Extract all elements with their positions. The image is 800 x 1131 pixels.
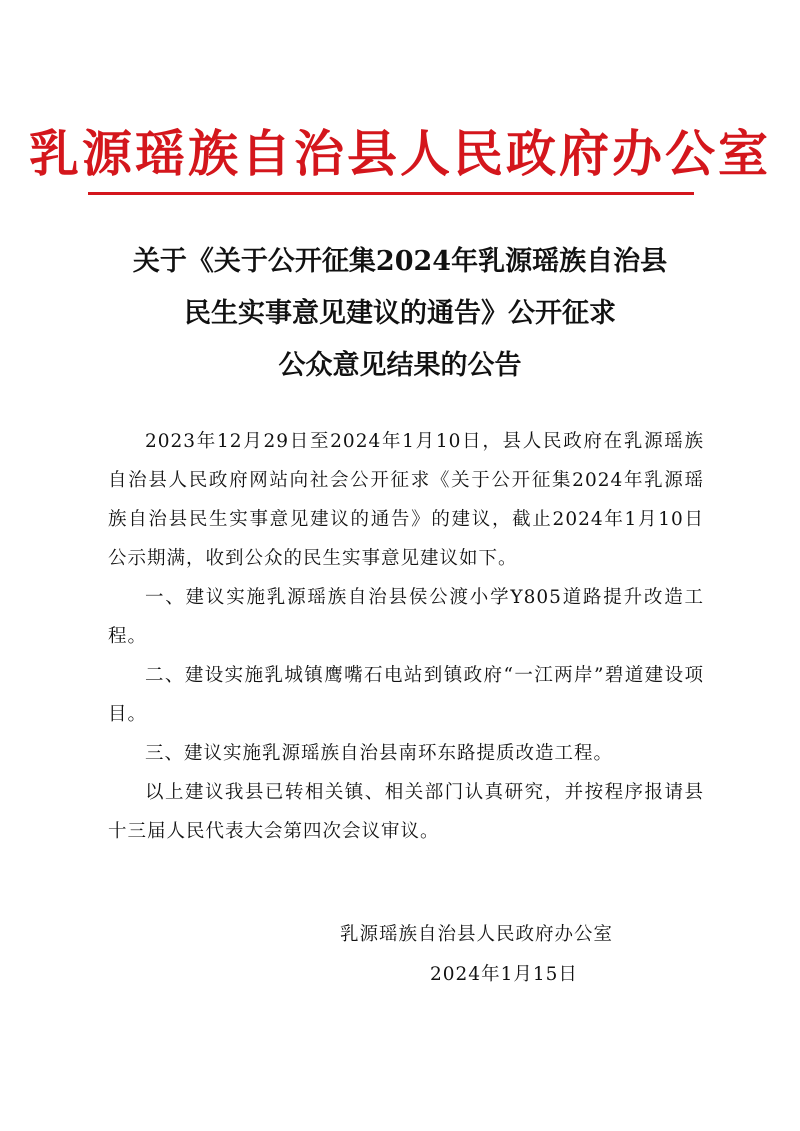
signature-block [340,915,700,995]
title-line: 民生实事意见建议的通告》公开征求 [184,298,616,329]
title-line: 关于《关于公开征集2024年乳源瑶族自治县 [132,246,668,277]
body-paragraph-conclusion: 以上建议我县已转相关镇、相关部门认真研究，并按程序报请县十三届人民代表大会第四次会议审议。 [108,782,704,842]
title-line: 公众意见结果的公告 [278,350,522,381]
signature-org: 乳源瑶族自治县人民政府办公室 [340,924,614,945]
signature-date: 2024年1月15日 [430,964,578,985]
body-paragraph-item-2: 二、建设实施乳城镇鹰嘴石电站到镇政府“一江两岸”碧道建设项目。 [108,665,704,725]
letterhead-org-name: 乳源瑶族自治县人民政府办公室 [29,124,771,183]
body-paragraph-item-1: 一、建议实施乳源瑶族自治县侯公渡小学Y805道路提升改造工程。 [108,587,704,647]
document-body [108,422,704,851]
letterhead-red-rule [88,192,694,195]
body-paragraph-intro: 2023年12月29日至2024年1月10日，县人民政府在乳源瑶族自治县人民政府网站向社会公开征求《关于公开征集2024年乳源瑶族自治县民生实事意见建议的通告》的建议，截止2024年1月10日公示期满，收到公众的民生实事意见建议如下。 [108,431,704,569]
document-title [60,236,740,392]
body-paragraph-item-3: 三、建议实施乳源瑶族自治县南环东路提质改造工程。 [145,743,614,764]
